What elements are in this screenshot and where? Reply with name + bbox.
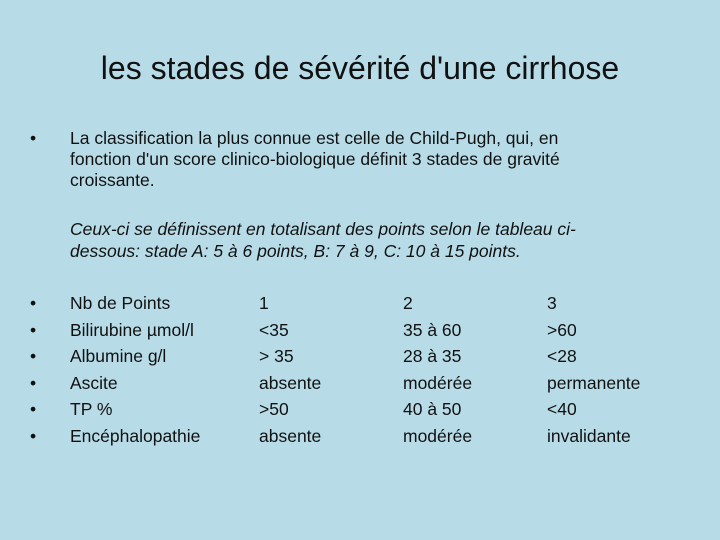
table-row [30,317,710,344]
table-cell: >60 [547,319,577,340]
note-line: dessous: stade A: 5 à 6 points, B: 7 à 9, C: 10 à 15 points. [70,241,521,261]
table-cell: modérée [403,372,473,393]
table-cell: 2 [403,293,413,313]
intro-line: fonction d'un score clinico-biologique définit 3 stades de gravité [70,149,560,169]
table-cell: invalidante [547,425,631,446]
table-row [30,370,710,397]
bullet-icon: • [30,425,37,446]
table-cell: 35 à 60 [403,319,462,340]
intro-text [70,128,670,191]
table-cell: 40 à 50 [403,399,462,419]
table-cell: >50 [259,399,289,419]
table-cell: 28 à 35 [403,346,462,366]
table-cell: absente [259,372,322,393]
note-line: Ceux-ci se définissent en totalisant des points selon le tableau ci- [70,219,576,239]
table-row [30,396,710,423]
intro-line: La classification la plus connue est celle de Child-Pugh, qui, en [70,128,559,148]
criterion-label: Ascite [70,372,118,393]
table-cell: > 35 [259,346,294,366]
child-pugh-table [30,290,710,449]
table-cell: permanente [547,372,641,393]
table-cell: absente [259,425,322,446]
slide-title: les stades de sévérité d'une cirrhose [100,50,620,86]
table-row [30,343,710,370]
table-cell: <40 [547,399,577,419]
scoring-note [70,218,680,262]
bullet-icon: • [30,319,37,340]
bullet-icon: • [30,128,37,148]
intro-line: croissante. [70,170,155,190]
table-row [30,423,710,450]
intro-paragraph [30,128,670,191]
table-row [30,290,710,317]
criterion-label: Albumine g/l [70,346,167,366]
table-cell: 3 [547,293,557,313]
criterion-label: Bilirubine µmol/l [70,319,194,340]
criterion-label: TP % [70,399,113,419]
table-cell: <28 [547,346,577,366]
table-cell: modérée [403,425,473,446]
bullet-icon: • [30,372,37,393]
bullet-icon: • [30,399,37,419]
criterion-label: Encéphalopathie [70,425,201,446]
table-cell: <35 [259,319,289,340]
table-cell: 1 [259,293,269,313]
bullet-icon: • [30,346,37,366]
bullet-icon: • [30,293,37,313]
criterion-label: Nb de Points [70,293,171,313]
